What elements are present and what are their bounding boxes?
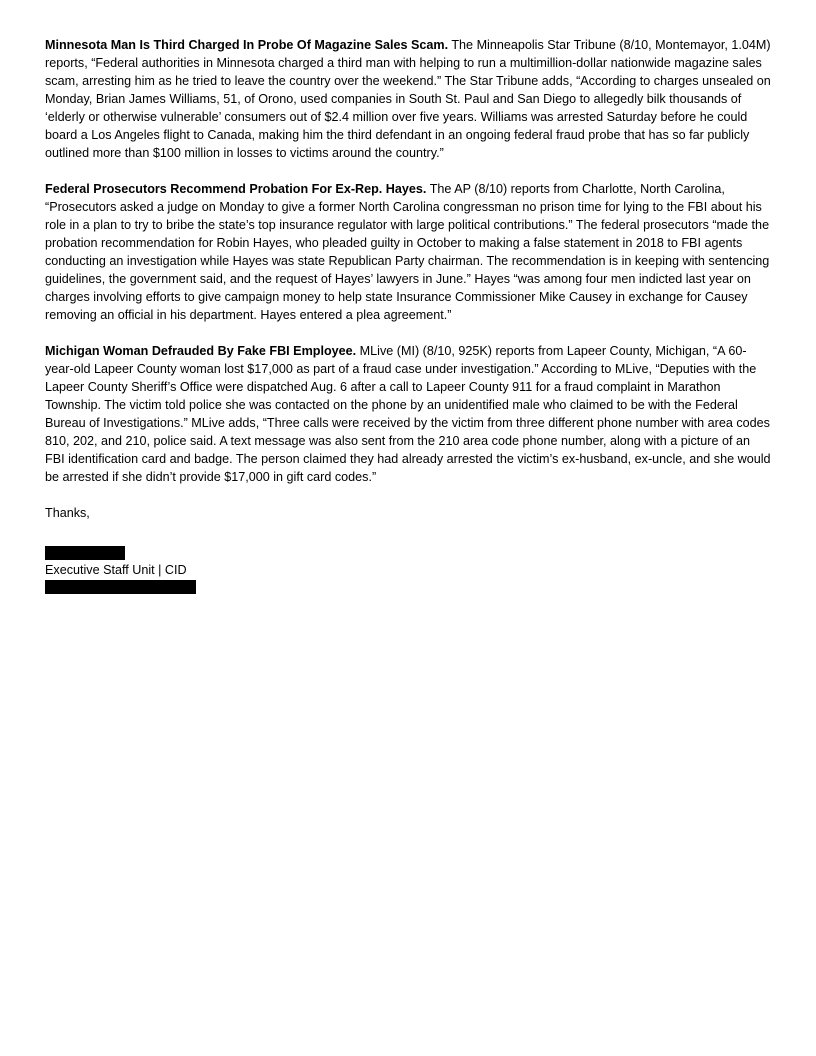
redacted-name-block (45, 546, 125, 560)
article-body: The Minneapolis Star Tribune (8/10, Montemayor, 1.04M) reports, “Federal authorities in Minnesota charged a third man with helping to run a multimillion-dollar nationwide magazine sales scam, arresting him as he tried to leave the country over the weekend.” The Star Tribune adds, “According to charges unsealed on Monday, Brian James Williams, 51, of Orono, used companies in South St. Paul and San Diego to allegedly bilk thousands of ‘elderly or otherwise vulnerable’ consumers out of $2.4 million over five years. Williams was arrested Saturday before he could board a Los Angeles flight to Canada, making him the third defendant in an ongoing federal fraud probe that has so far publicly outlined more than $100 million in losses to victims around the country.” (45, 38, 771, 160)
redacted-contact-block (45, 580, 196, 594)
article-body: MLive (MI) (8/10, 925K) reports from Lapeer County, Michigan, “A 60-year-old Lapeer County woman lost $17,000 as part of a fraud case under investigation.” According to MLive, “Deputies with the Lapeer County Sheriff’s Office were dispatched Aug. 6 after a call to Lapeer County 911 for a fraud complaint in Marathon Township. The victim told police she was contacted on the phone by an unidentified male who claimed to be with the Federal Bureau of Investigations.” MLive adds, “Three calls were received by the victim from three different phone number with area codes 810, 202, and 210, police said. A text message was also sent from the 210 area code phone number, along with a picture of an FBI identification card and badge. The person claimed they had already arrested the victim’s ex-husband, ex-uncle, and she would be arrested if she didn’t provide $17,000 in gift card codes.” (45, 344, 771, 484)
article-headline: Minnesota Man Is Third Charged In Probe Of Magazine Sales Scam. (45, 38, 449, 52)
article-body: The AP (8/10) reports from Charlotte, North Carolina, “Prosecutors asked a judge on Monday to give a former North Carolina congressman no prison time for lying to the FBI about his role in a plan to try to bribe the state’s top insurance regulator with large political contributions.” The federal prosecutors “made the probation recommendation for Robin Hayes, who pleaded guilty in October to making a false statement in 2018 to FBI agents conducting an investigation while Hayes was state Republican Party chairman. The recommendation is in keeping with sentencing guidelines, the government said, and the request of Hayes’ lawyers in June.” Hayes “was among four men indicted last year on charges involving efforts to give campaign money to help state Insurance Commissioner Mike Causey in exchange for Causey removing an official in his department. Hayes entered a plea agreement.” (45, 182, 770, 322)
article-fake-fbi-employee (45, 342, 773, 486)
unit-line: Executive Staff Unit | CID (45, 563, 187, 577)
article-headline: Michigan Woman Defrauded By Fake FBI Employee. (45, 344, 357, 358)
signature-block (45, 546, 773, 594)
article-hayes-probation (45, 180, 773, 324)
article-headline: Federal Prosecutors Recommend Probation For Ex-Rep. Hayes. (45, 182, 427, 196)
signoff-thanks: Thanks, (45, 506, 90, 520)
article-magazine-scam (45, 36, 773, 162)
document-page (45, 36, 773, 594)
